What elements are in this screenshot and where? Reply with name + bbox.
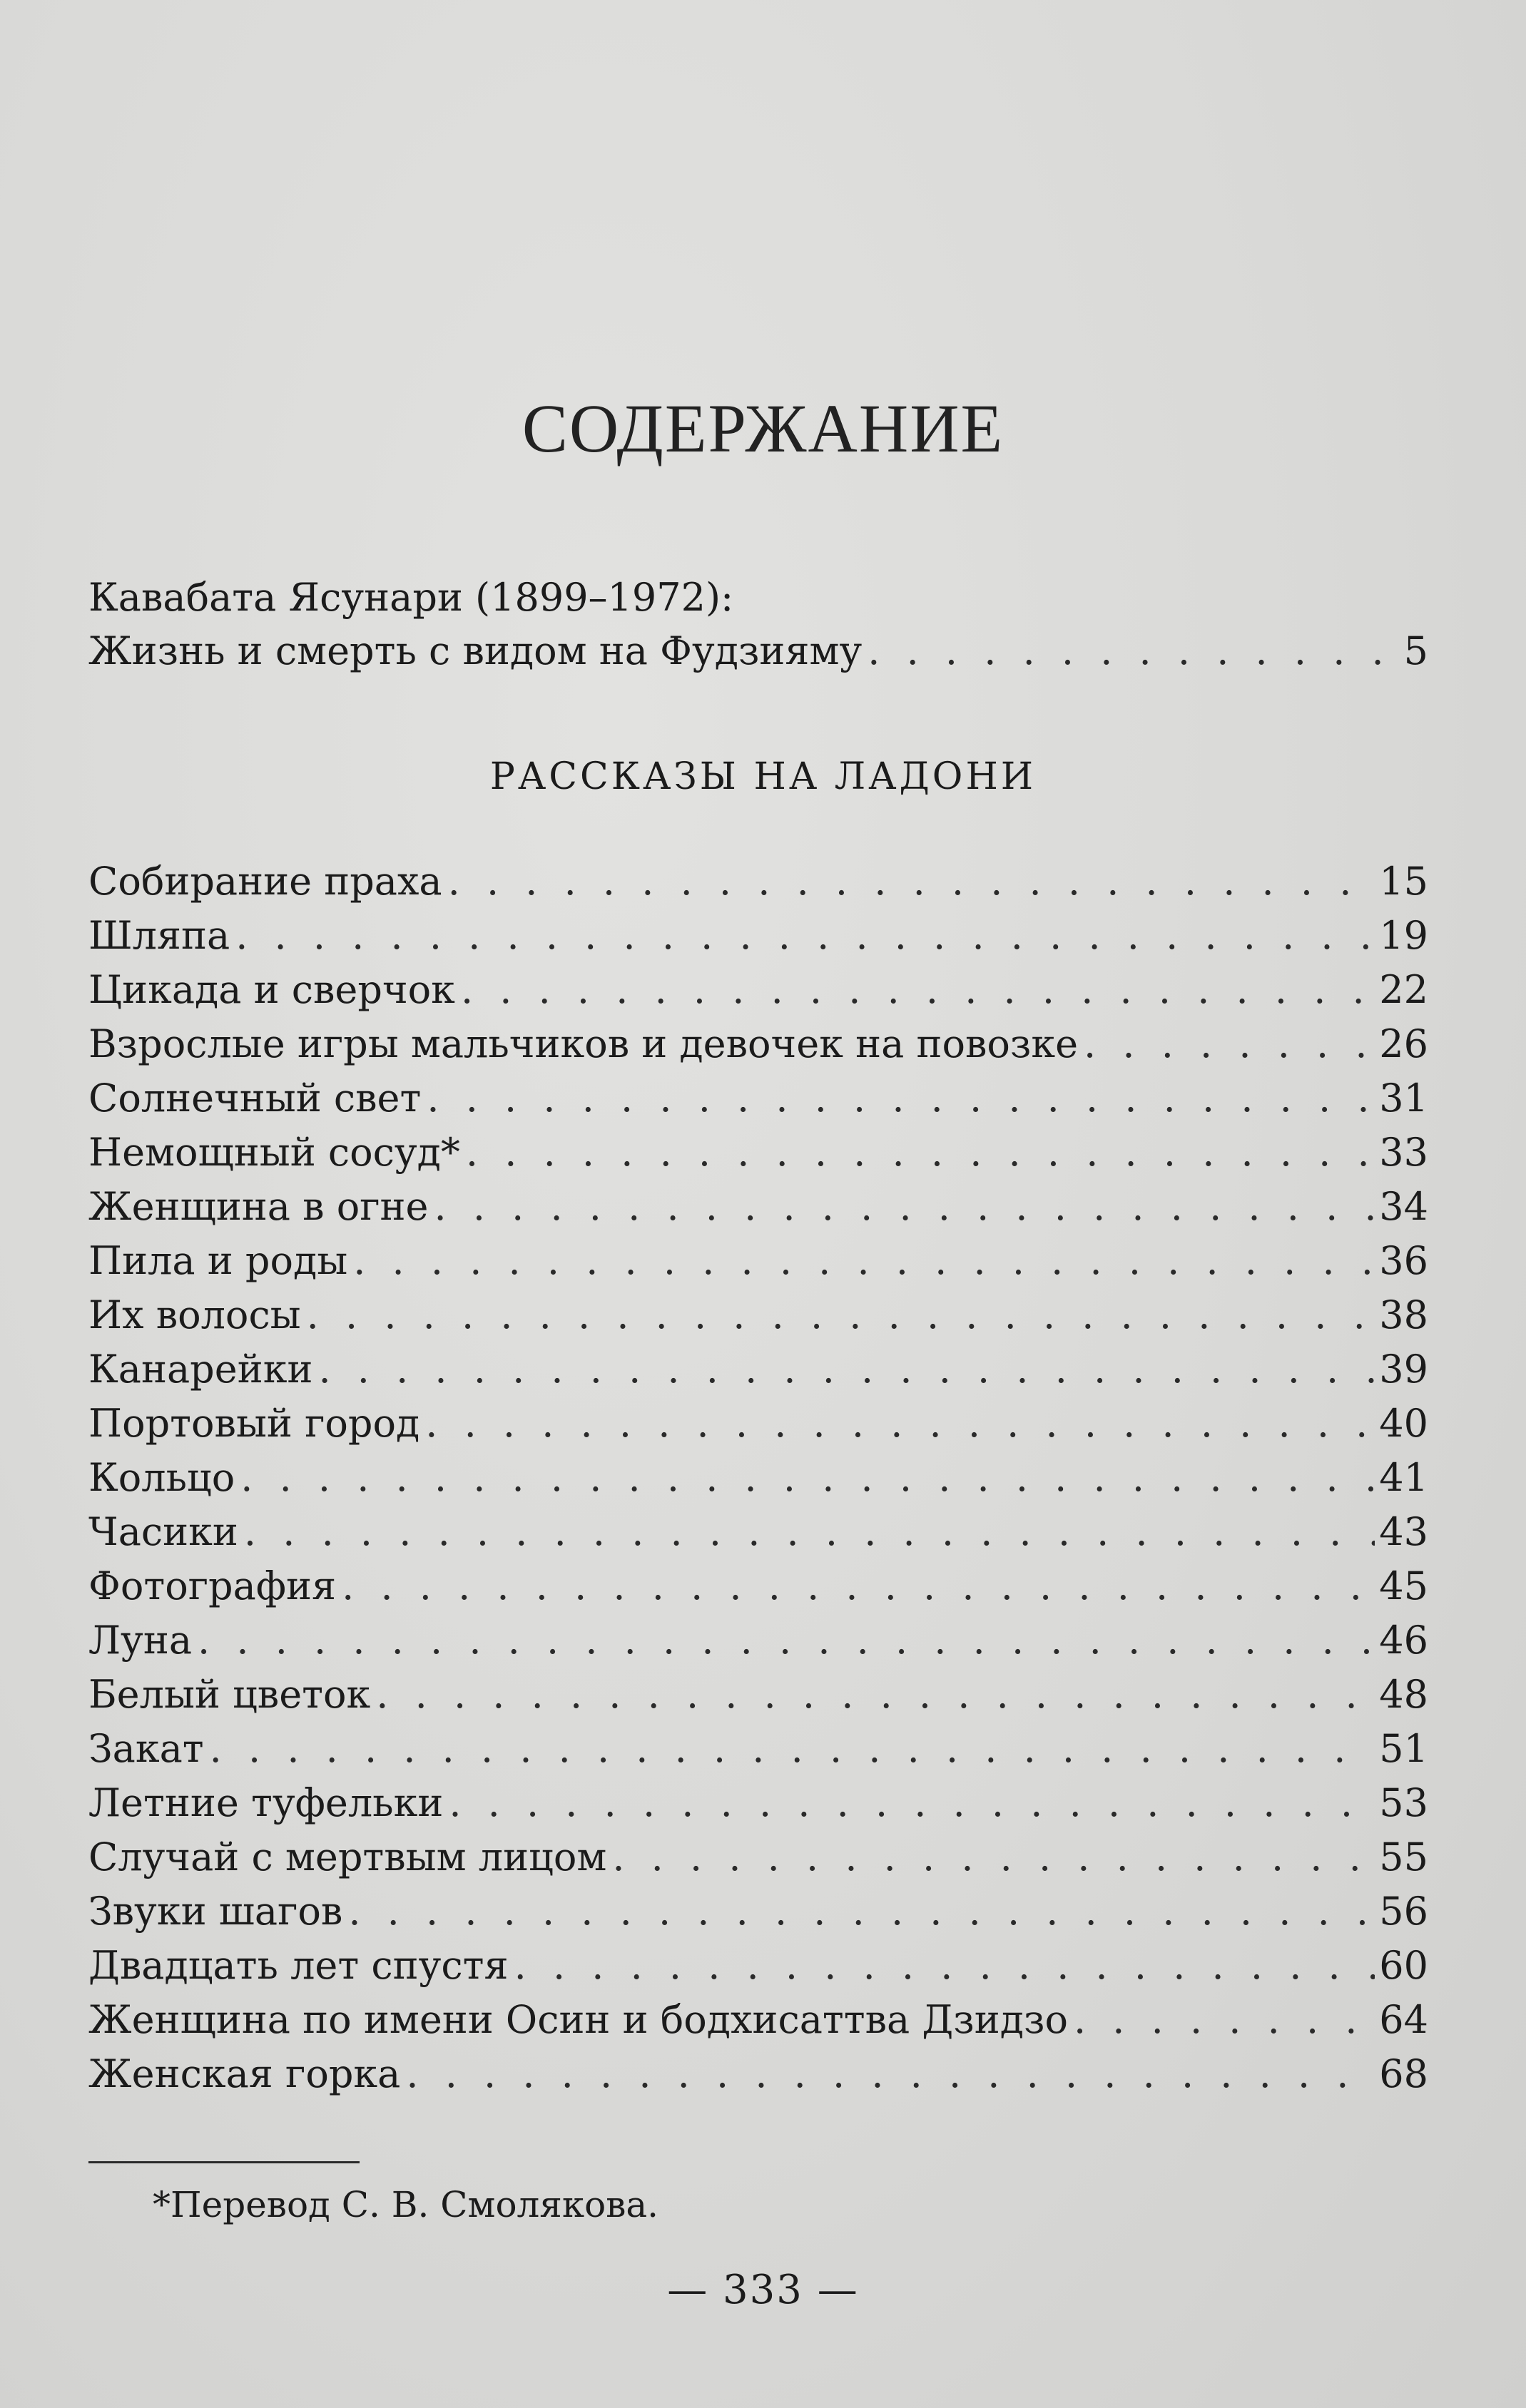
dot-leader [449,1778,1375,1828]
toc-entry-title: Двадцать лет спустя [88,1943,509,1988]
dot-leader [448,857,1375,907]
dot-leader [348,1887,1375,1937]
page-title: СОДЕРЖАНИЕ [522,390,1004,466]
toc-entry-title: Женская горка [88,2051,401,2096]
toc-entry-page: 31 [1379,1076,1428,1121]
toc-entry-title: Белый цветок [88,1672,371,1717]
dot-leader [244,1507,1375,1557]
toc-entry [88,1995,1428,2045]
dot-leader [318,1345,1375,1394]
toc-entry-title: Луна [88,1618,193,1663]
dot-leader [612,1832,1375,1882]
toc-entry-title: Кольцо [88,1455,235,1500]
toc-entry-title: Часики [88,1509,238,1554]
toc-entry-title: Их волосы [88,1292,301,1337]
dot-leader [427,1073,1375,1123]
toc-entry-title: Фотография [88,1563,337,1608]
toc-entry [88,1128,1428,1178]
toc-entry-title: Жизнь и смерть с видом на Фудзияму [88,628,863,673]
toc-entry-page: 19 [1379,913,1428,958]
dot-leader [425,1399,1375,1449]
intro-entry-line1: Кавабата Ясунари (1899–1972): [88,575,734,620]
toc-entry [88,1616,1428,1665]
toc-entry-title: Закат [88,1726,204,1771]
dot-leader [514,1941,1375,1991]
toc-entry [88,1236,1428,1286]
dot-leader [307,1290,1375,1340]
toc-entry-title: Солнечный свет [88,1076,422,1121]
dot-leader [868,626,1399,676]
dot-leader [210,1724,1375,1774]
toc-entry-page: 53 [1379,1780,1428,1825]
dot-leader [376,1670,1375,1720]
toc-entry-title: Звуки шагов [88,1889,343,1934]
toc-entry-title: Взрослые игры мальчиков и девочек на повозке [88,1021,1079,1066]
toc-entry-page: 34 [1379,1184,1428,1229]
section-heading: РАССКАЗЫ НА ЛАДОНИ [489,755,1037,798]
toc-entry-page: 41 [1379,1455,1428,1500]
toc-entry [88,1453,1428,1503]
toc-entry [88,1670,1428,1720]
toc-entry-title: Собирание праха [88,859,442,904]
toc-entry-page: 64 [1379,1997,1428,2042]
toc-entry-page: 68 [1379,2051,1428,2096]
toc-entry [88,1073,1428,1123]
toc-entry-page: 33 [1379,1130,1428,1175]
toc-entry [88,1724,1428,1774]
dot-leader [406,2049,1375,2099]
toc-entry-page: 51 [1379,1726,1428,1771]
toc-entry [88,1345,1428,1394]
page-number: — 333 — [667,2267,859,2313]
toc-entry-page: 48 [1379,1672,1428,1717]
toc-entry-page: 56 [1379,1889,1428,1934]
toc-entry-title: Летние туфельки [88,1780,444,1825]
toc-entry-page: 22 [1379,967,1428,1012]
toc-entry [88,857,1428,907]
footnote-rule [88,2161,360,2163]
dot-leader [353,1236,1375,1286]
toc-entry-page: 38 [1379,1292,1428,1337]
toc-entry-title: Немощный сосуд* [88,1130,460,1175]
toc-entry-title: Цикада и сверчок [88,967,455,1012]
toc-entry-page: 60 [1379,1943,1428,1988]
dot-leader [1084,1019,1375,1069]
dot-leader [342,1561,1375,1611]
toc-entry [88,1887,1428,1937]
dot-leader [434,1182,1375,1232]
dot-leader [461,965,1375,1015]
toc-entry-title: Пила и роды [88,1238,348,1283]
toc-entry-page: 43 [1379,1509,1428,1554]
toc-entry-page: 45 [1379,1563,1428,1608]
dot-leader [240,1453,1375,1503]
toc-entry-page: 55 [1379,1835,1428,1879]
toc-entry-page: 26 [1379,1021,1428,1066]
toc-entry [88,1290,1428,1340]
dot-leader [235,911,1375,961]
toc-entry-title: Шляпа [88,913,230,958]
dot-leader [466,1128,1375,1178]
toc-entry [88,2049,1428,2099]
toc-entry [88,1019,1428,1069]
toc-entry [88,911,1428,961]
dot-leader [198,1616,1375,1665]
toc-entry-title: Портовый город [88,1401,420,1446]
toc-entry [88,1778,1428,1828]
toc-entry [88,1399,1428,1449]
toc-entry-page: 46 [1379,1618,1428,1663]
toc-entry-title: Женщина в огне [88,1184,429,1229]
toc-entry-title: Случай с мертвым лицом [88,1835,607,1879]
toc-entry [88,1507,1428,1557]
toc-entry-page: 5 [1403,628,1428,673]
toc-entry [88,965,1428,1015]
intro-entry [88,626,1428,676]
toc-entry [88,1182,1428,1232]
toc-entry [88,1561,1428,1611]
toc-entry-title: Женщина по имени Осин и бодхисаттва Дзидзо [88,1997,1068,2042]
toc-entry-page: 40 [1379,1401,1428,1446]
toc-entry [88,1832,1428,1882]
toc-entry [88,1941,1428,1991]
toc-entry-title: Канарейки [88,1347,313,1392]
toc-entry-page: 39 [1379,1347,1428,1392]
dot-leader [1074,1995,1375,2045]
toc-entry-page: 36 [1379,1238,1428,1283]
toc-entry-page: 15 [1379,859,1428,904]
footnote: *Перевод С. В. Смолякова. [153,2184,659,2225]
